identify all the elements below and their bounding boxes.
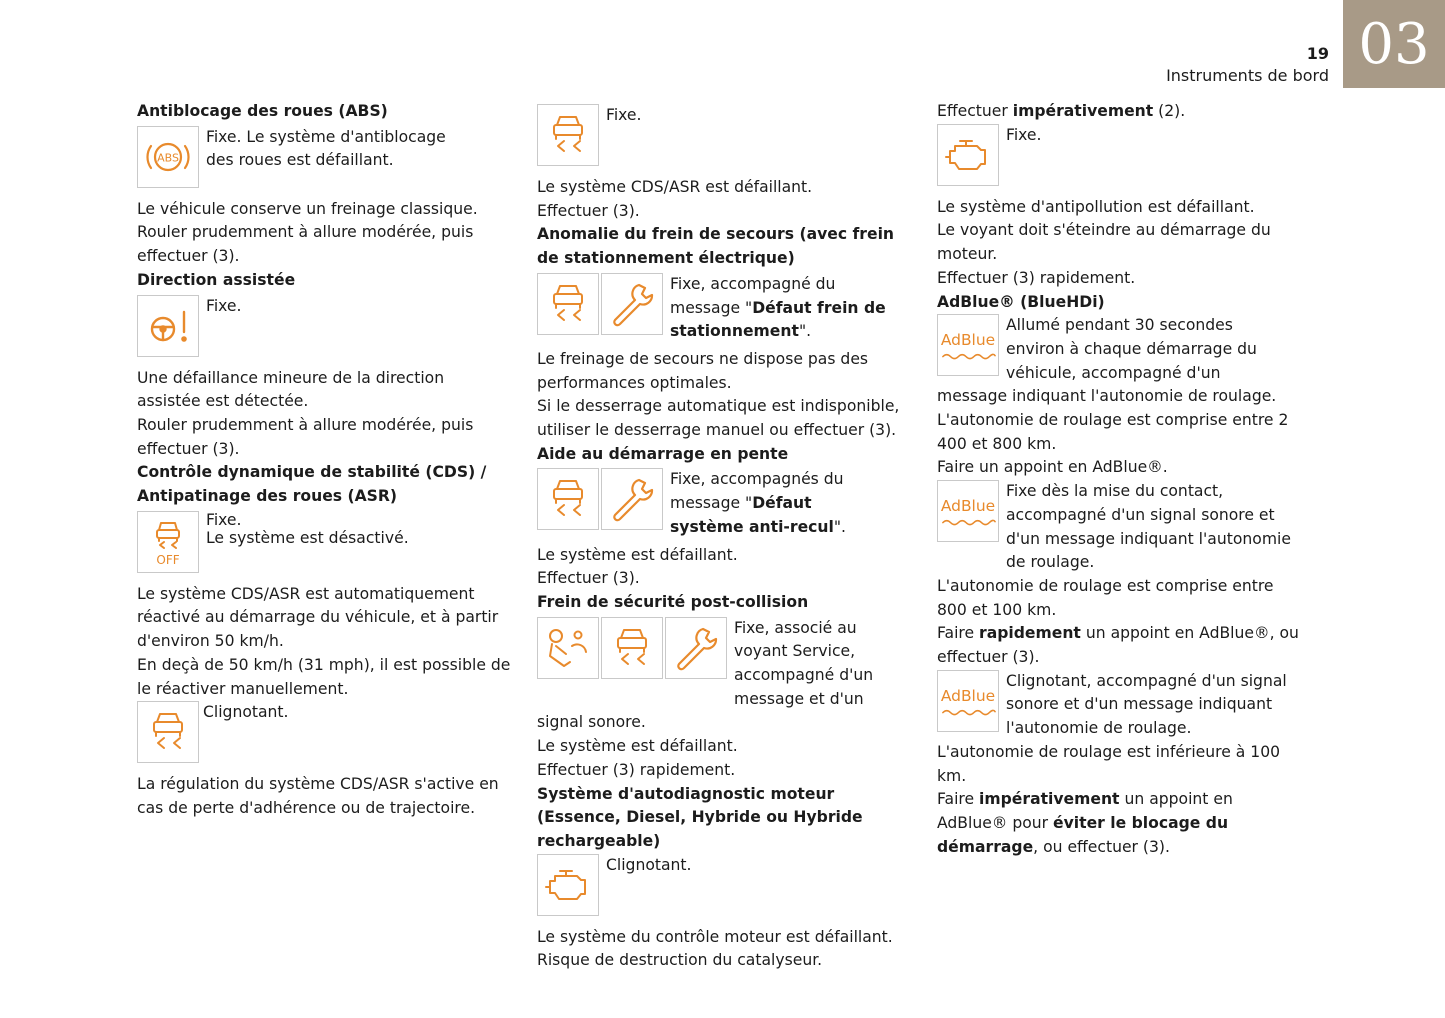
wrench-icon xyxy=(601,468,663,530)
pente-heading: Aide au démarrage en pente xyxy=(537,444,789,463)
post-collision-para-1: Le système est défaillant. xyxy=(537,737,738,756)
frein-text-bold: Défaut frein de stationnement xyxy=(670,298,886,341)
cds-fault-fixe: Fixe. xyxy=(606,106,642,124)
cds-fault-row xyxy=(537,104,905,166)
diag-row xyxy=(537,854,905,916)
adblue-2-para-1: L'autonomie de roulage est comprise entre 800 et 100 km. xyxy=(937,576,1274,619)
adblue-heading: AdBlue® (BlueHDi) xyxy=(937,292,1105,311)
adblue-3-para-1: L'autonomie de roulage est inférieure à 100 km. xyxy=(937,742,1281,785)
antipollution-para-2: Le voyant doit s'éteindre au démarrage du moteur. xyxy=(937,221,1271,264)
cds-off-icon xyxy=(137,511,199,573)
frein-text-c: ". xyxy=(798,322,812,341)
abs-para-2: Rouler prudemment à allure modérée, puis effectuer (3). xyxy=(137,223,474,266)
diag-para-1: Le système du contrôle moteur est défaillant. xyxy=(537,927,893,946)
svg-text:AdBlue: AdBlue xyxy=(940,686,996,705)
cds-disabled-text: Le système est désactivé. xyxy=(206,528,409,547)
abs-warning-icon xyxy=(137,126,199,188)
frein-text-a: Fixe, accompagné du message " xyxy=(670,274,836,317)
skid-icon xyxy=(601,617,663,679)
direction-para-1: Une défaillance mineure de la direction assistée est détectée. xyxy=(137,368,445,411)
post-collision-row xyxy=(537,617,905,712)
pente-row xyxy=(537,468,905,539)
cds-para-2: En deçà de 50 km/h (31 mph), il est possible de le réactiver manuellement. xyxy=(137,655,511,698)
cds-blink-row xyxy=(137,701,512,763)
adblue-icon xyxy=(937,314,999,376)
adblue-3-text: Clignotant, accompagné d'un signal sonore et d'un message indiquant l'autonomie de roulage. xyxy=(1006,671,1287,738)
adblue-1-text: Allumé pendant 30 secondes environ à chaque démarrage du véhicule, accompagné d'un xyxy=(1006,316,1257,382)
direction-heading: Direction assistée xyxy=(137,270,296,289)
pente-text-a: Fixe, accompagnés du message " xyxy=(670,470,844,513)
post-collision-text: Fixe, associé au voyant Service, accompagné d'un message et d'un xyxy=(734,618,874,708)
antipollution-para-1: Le système d'antipollution est défaillant. xyxy=(937,197,1255,216)
adblue-2-text: Fixe dès la mise du contact, accompagné d'un signal sonore et d'un message indiquant l'autonomie de roulage. xyxy=(1006,482,1291,572)
cds-fault-para-1: Le système CDS/ASR est défaillant. xyxy=(537,178,813,196)
svg-text:AdBlue: AdBlue xyxy=(940,497,996,516)
antipollution-row xyxy=(937,124,1305,186)
abs-warning-row xyxy=(137,126,512,188)
adblue-row-1 xyxy=(937,314,1305,385)
diag-heading: Système d'autodiagnostic moteur (Essence, Diesel, Hybride ou Hybride rechargeable) xyxy=(537,784,863,850)
cds-blink-text: Clignotant. xyxy=(203,703,289,722)
wrench-icon xyxy=(665,617,727,679)
adblue-row-3 xyxy=(937,670,1305,741)
skid-icon xyxy=(537,273,599,335)
page-number: 19 xyxy=(1306,44,1329,63)
post-collision-para-2: Effectuer (3) rapidement. xyxy=(537,760,736,779)
antipollution-para-3: Effectuer (3) rapidement. xyxy=(937,268,1136,287)
steering-warning-icon xyxy=(137,295,199,357)
frein-para-1: Le freinage de secours ne dispose pas des performances optimales. xyxy=(537,349,869,392)
pente-para-2: Effectuer (3). xyxy=(537,569,640,588)
cds-para-3: La régulation du système CDS/ASR s'active en cas de perte d'adhérence ou de trajectoire. xyxy=(137,775,499,817)
antipollution-fixe: Fixe. xyxy=(1006,125,1042,144)
frein-row xyxy=(537,273,905,344)
cds-fault-para-2: Effectuer (3). xyxy=(537,201,640,220)
adblue-row-2 xyxy=(937,480,1305,575)
post-collision-text-cont: signal sonore. xyxy=(537,713,646,732)
direction-warning-row xyxy=(137,295,512,357)
adblue-1-text-cont: message indiquant l'autonomie de roulage. xyxy=(937,387,1277,406)
post-collision-heading: Frein de sécurité post-collision xyxy=(537,592,809,611)
skid-warning-icon xyxy=(137,701,199,763)
adblue-3-para-2: Faire impérativement un appoint en AdBlue® pour éviter le blocage du démarrage, ou effectuer (3). xyxy=(937,790,1233,856)
direction-fixe-text: Fixe. xyxy=(206,296,242,315)
column-2 xyxy=(537,100,905,973)
cds-para-1: Le système CDS/ASR est automatiquement réactivé au démarrage du véhicule, et à partir d'environ 50 km/h. xyxy=(137,584,499,651)
column-3 xyxy=(937,100,1305,859)
abs-icon-label: ABS xyxy=(157,151,179,165)
cds-off-row xyxy=(137,511,512,573)
wrench-icon xyxy=(601,273,663,335)
pente-text-c: ". xyxy=(833,517,847,536)
off-icon-label: OFF xyxy=(156,552,180,567)
effectuer-line: Effectuer impérativement (2). xyxy=(937,102,1186,120)
adblue-icon xyxy=(937,670,999,732)
abs-fixe-text: Fixe. Le système d'antiblocage des roues est défaillant. xyxy=(206,127,446,170)
pente-para-1: Le système est défaillant. xyxy=(537,545,738,564)
direction-para-2: Rouler prudemment à allure modérée, puis effectuer (3). xyxy=(137,415,474,458)
adblue-icon xyxy=(937,480,999,542)
adblue-2-para-2: Faire rapidement un appoint en AdBlue®, ou effectuer (3). xyxy=(937,624,1299,667)
svg-text:AdBlue: AdBlue xyxy=(940,331,996,350)
pente-text-bold: Défaut système anti-recul xyxy=(670,494,834,536)
section-title: Instruments de bord xyxy=(1166,66,1329,85)
diag-para-2: Risque de destruction du catalyseur. xyxy=(537,951,823,970)
cds-heading: Contrôle dynamique de stabilité (CDS) / Antipatinage des roues (ASR) xyxy=(137,463,487,506)
skid-fault-icon xyxy=(537,104,599,166)
cds-fixe-text: Fixe. xyxy=(206,510,242,529)
abs-para-1: Le véhicule conserve un freinage classique. xyxy=(137,199,478,218)
adblue-1-para-2: Faire un appoint en AdBlue®. xyxy=(937,458,1168,477)
skid-icon xyxy=(537,468,599,530)
abs-heading: Antiblocage des roues (ABS) xyxy=(137,102,388,120)
chapter-tab: 03 xyxy=(1343,0,1445,88)
airbag-icon xyxy=(537,617,599,679)
engine-icon xyxy=(537,854,599,916)
frein-heading: Anomalie du frein de secours (avec frein de stationnement électrique) xyxy=(537,225,895,268)
frein-para-2: Si le desserrage automatique est indisponible, utiliser le desserrage manuel ou effectuer (3). xyxy=(537,397,900,440)
diag-blink-text: Clignotant. xyxy=(606,855,692,874)
column-1 xyxy=(137,100,512,821)
adblue-1-para-1: L'autonomie de roulage est comprise entre 2 400 et 800 km. xyxy=(937,411,1289,453)
engine-icon xyxy=(937,124,999,186)
